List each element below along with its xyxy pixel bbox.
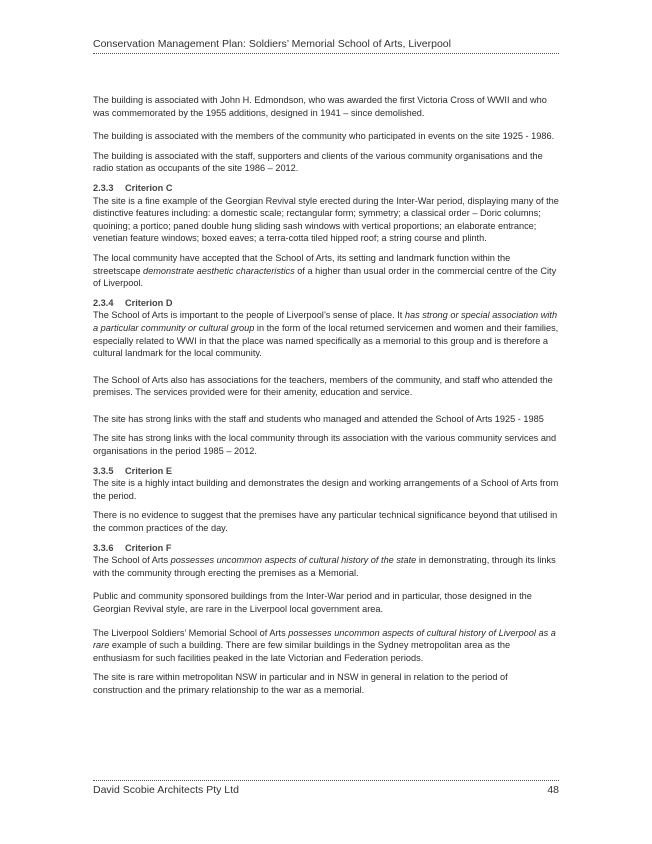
paragraph: The local community have accepted that the School of Arts, its setting and landmark function within the streetscape demonstrate aesthetic characteristics of a higher than usual order in the commercial centre of the City of Liverpool. <box>93 252 557 289</box>
footer-company: David Scobie Architects Pty Ltd <box>93 784 239 796</box>
paragraph: The site is rare within metropolitan NSW in particular and in NSW in general in relation to the period of construction and the primary relationship to the war as a memorial. <box>93 672 508 695</box>
section-number: 2.3.4 <box>93 297 114 308</box>
document-body <box>93 94 559 704</box>
paragraph: The site is a fine example of the Georgian Revival style erected during the Inter-War period, displaying many of the distinctive features including: a domestic scale; rectangular form; symmetry; a classical order – Doric columns; quoining; a portico; paned double hung sliding sash windows with vertical proportions; an elaborate entrance; venetian feature windows; boxed eaves; a terra-cotta tiled hipped roof; a string course and plinth. <box>93 195 559 244</box>
paragraph: The School of Arts also has associations for the teachers, members of the community, and staff who attended the premises. The services provided were for their amenity, education and service. <box>93 374 553 398</box>
section-heading-criterion-f <box>93 542 559 555</box>
section-heading-criterion-c <box>93 182 559 195</box>
paragraph: The School of Arts is important to the people of Liverpool’s sense of place. It has strong or special association with a particular community or cultural group in the form of the local returned servicemen and women and their families, especially related to WWI in that the place was named specifically as a memorial to this group and is therefore a cultural landmark for the local community. <box>93 310 559 359</box>
section-number: 2.3.3 <box>93 182 114 193</box>
italic-emphasis: has strong or special association with a particular community or cultural group <box>93 310 558 333</box>
section-number: 3.3.6 <box>93 542 114 553</box>
running-footer <box>93 780 559 796</box>
paragraph: The site has strong links with the local community through its association with the various community services and organisations in the period 1985 – 2012. <box>93 433 557 457</box>
paragraph: The building is associated with the staff, supporters and clients of the various community organisations and the radio station as occupants of the site 1986 – 2012. <box>93 150 543 174</box>
paragraph: The Liverpool Soldiers’ Memorial School of Arts possesses uncommon aspects of cultural history of Liverpool as a rare example of such a building. There are few similar buildings in the Sydney metropolitan area as the enthusiasm for such facilities peaked in the late Victorian and Federation periods. <box>93 627 556 663</box>
paragraph: There is no evidence to suggest that the premises have any particular technical significance beyond that utilised in the common practices of the day. <box>93 510 558 534</box>
paragraph: Public and community sponsored buildings from the Inter-War period and in particular, those designed in the Georgian Revival style, are rare in the Liverpool local government area. <box>93 591 532 614</box>
paragraph: The School of Arts possesses uncommon aspects of cultural history of the state in demonstrating, through its links with the community through erecting the premises as a Memorial. <box>93 555 556 578</box>
section-number: 3.3.5 <box>93 465 114 476</box>
section-heading-criterion-d <box>93 297 559 310</box>
italic-emphasis: possesses uncommon aspects of cultural history of Liverpool as a rare <box>93 627 556 651</box>
italic-emphasis: possesses uncommon aspects of cultural history of the state <box>170 555 417 566</box>
italic-emphasis: demonstrate aesthetic characteristics <box>143 265 295 276</box>
paragraph: The site has strong links with the staff and students who managed and attended the School of Arts 1925 - 1985 <box>93 413 544 424</box>
section-title: Criterion C <box>125 182 173 193</box>
page-number: 48 <box>547 784 559 796</box>
paragraph: The building is associated with the members of the community who participated in events on the site 1925 - 1986. <box>93 131 555 142</box>
section-title: Criterion E <box>125 465 172 476</box>
running-header: Conservation Management Plan: Soldiers’ Memorial School of Arts, Liverpool <box>93 38 559 54</box>
section-title: Criterion F <box>125 542 172 553</box>
paragraph: The site is a highly intact building and demonstrates the design and working arrangements of a School of Arts from the period. <box>93 478 559 501</box>
paragraph: The building is associated with John H. Edmondson, who was awarded the first Victoria Cross of WWII and who was commemorated by the 1955 additions, designed in 1941 – since demolished. <box>93 95 547 118</box>
section-heading-criterion-e <box>93 465 559 478</box>
section-title: Criterion D <box>125 297 173 308</box>
